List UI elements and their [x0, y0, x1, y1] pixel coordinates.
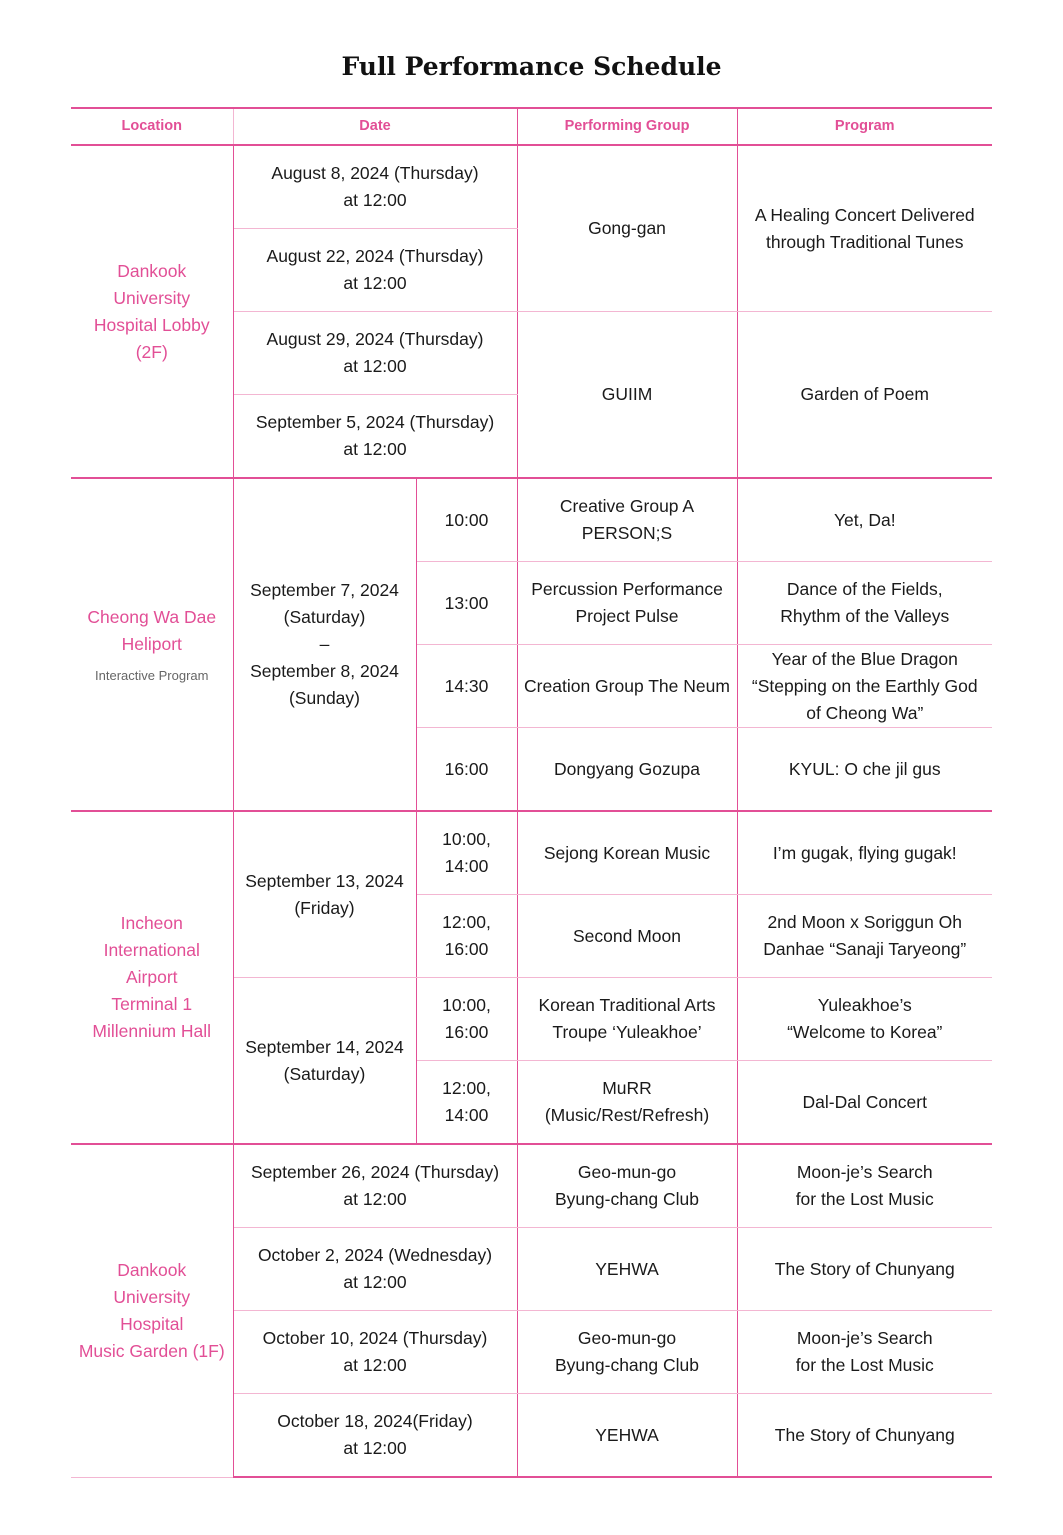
location-cheong-wa-dae: Cheong Wa Dae Heliport Interactive Program: [71, 478, 233, 811]
program-cell: Dal-Dal Concert: [737, 1061, 992, 1145]
date-cell: October 2, 2024 (Wednesday) at 12:00: [233, 1228, 517, 1311]
date-cell: September 14, 2024 (Saturday): [233, 978, 416, 1145]
program-cell: Yuleakhoe’s “Welcome to Korea”: [737, 978, 992, 1061]
table-row: [71, 811, 992, 895]
interactive-program-note: Interactive Program: [95, 667, 209, 683]
group-cell: Gong-gan: [517, 145, 737, 312]
time-cell: 14:30: [416, 645, 517, 728]
date-cell: September 5, 2024 (Thursday) at 12:00: [233, 395, 517, 479]
table-row: [71, 478, 992, 562]
header-date: Date: [233, 108, 517, 145]
program-cell: Moon-je’s Search for the Lost Music: [737, 1311, 992, 1394]
date-cell: September 26, 2024 (Thursday) at 12:00: [233, 1144, 517, 1228]
table-row: [71, 145, 992, 229]
group-cell: Creative Group A PERSON;S: [517, 478, 737, 562]
location-dankook-music-garden: Dankook University Hospital Music Garden (1F): [71, 1144, 233, 1477]
program-cell: The Story of Chunyang: [737, 1394, 992, 1478]
program-cell: 2nd Moon x Soriggun Oh Danhae “Sanaji Taryeong”: [737, 895, 992, 978]
header-row: [71, 108, 992, 145]
program-cell: Moon-je’s Search for the Lost Music: [737, 1144, 992, 1228]
date-cell: October 10, 2024 (Thursday) at 12:00: [233, 1311, 517, 1394]
header-location: Location: [71, 108, 233, 145]
date-cell: August 22, 2024 (Thursday) at 12:00: [233, 229, 517, 312]
date-cell: August 29, 2024 (Thursday) at 12:00: [233, 312, 517, 395]
program-cell: A Healing Concert Delivered through Traditional Tunes: [737, 145, 992, 312]
group-cell: Korean Traditional Arts Troupe ‘Yuleakhoe’: [517, 978, 737, 1061]
schedule-table: [71, 107, 992, 1478]
time-cell: 16:00: [416, 728, 517, 812]
date-cell: September 13, 2024 (Friday): [233, 811, 416, 978]
program-cell: Yet, Da!: [737, 478, 992, 562]
group-cell: YEHWA: [517, 1228, 737, 1311]
time-cell: 10:00: [416, 478, 517, 562]
table-row: [71, 1144, 992, 1228]
page-title: Full Performance Schedule: [341, 52, 722, 81]
program-cell: Year of the Blue Dragon “Stepping on the Earthly God of Cheong Wa”: [737, 645, 992, 728]
date-cell: October 18, 2024(Friday) at 12:00: [233, 1394, 517, 1478]
group-cell: Sejong Korean Music: [517, 811, 737, 895]
location-dankook-lobby: Dankook University Hospital Lobby (2F): [71, 145, 233, 478]
time-cell: 10:00, 14:00: [416, 811, 517, 895]
time-cell: 10:00, 16:00: [416, 978, 517, 1061]
group-cell: YEHWA: [517, 1394, 737, 1478]
group-cell: Geo-mun-go Byung-chang Club: [517, 1311, 737, 1394]
group-cell: GUIIM: [517, 312, 737, 479]
group-cell: Percussion Performance Project Pulse: [517, 562, 737, 645]
program-cell: Garden of Poem: [737, 312, 992, 479]
program-cell: The Story of Chunyang: [737, 1228, 992, 1311]
time-cell: 12:00, 16:00: [416, 895, 517, 978]
date-cell: September 7, 2024 (Saturday) – September 8, 2024 (Sunday): [233, 478, 416, 811]
header-performing-group: Performing Group: [517, 108, 737, 145]
group-cell: Dongyang Gozupa: [517, 728, 737, 812]
location-incheon-airport: Incheon International Airport Terminal 1 Millennium Hall: [71, 811, 233, 1144]
group-cell: MuRR (Music/Rest/Refresh): [517, 1061, 737, 1145]
date-cell: August 8, 2024 (Thursday) at 12:00: [233, 145, 517, 229]
time-cell: 12:00, 14:00: [416, 1061, 517, 1145]
group-cell: Second Moon: [517, 895, 737, 978]
header-program: Program: [737, 108, 992, 145]
program-cell: Dance of the Fields, Rhythm of the Valleys: [737, 562, 992, 645]
program-cell: I’m gugak, flying gugak!: [737, 811, 992, 895]
group-cell: Geo-mun-go Byung-chang Club: [517, 1144, 737, 1228]
program-cell: KYUL: O che jil gus: [737, 728, 992, 812]
time-cell: 13:00: [416, 562, 517, 645]
group-cell: Creation Group The Neum: [517, 645, 737, 728]
